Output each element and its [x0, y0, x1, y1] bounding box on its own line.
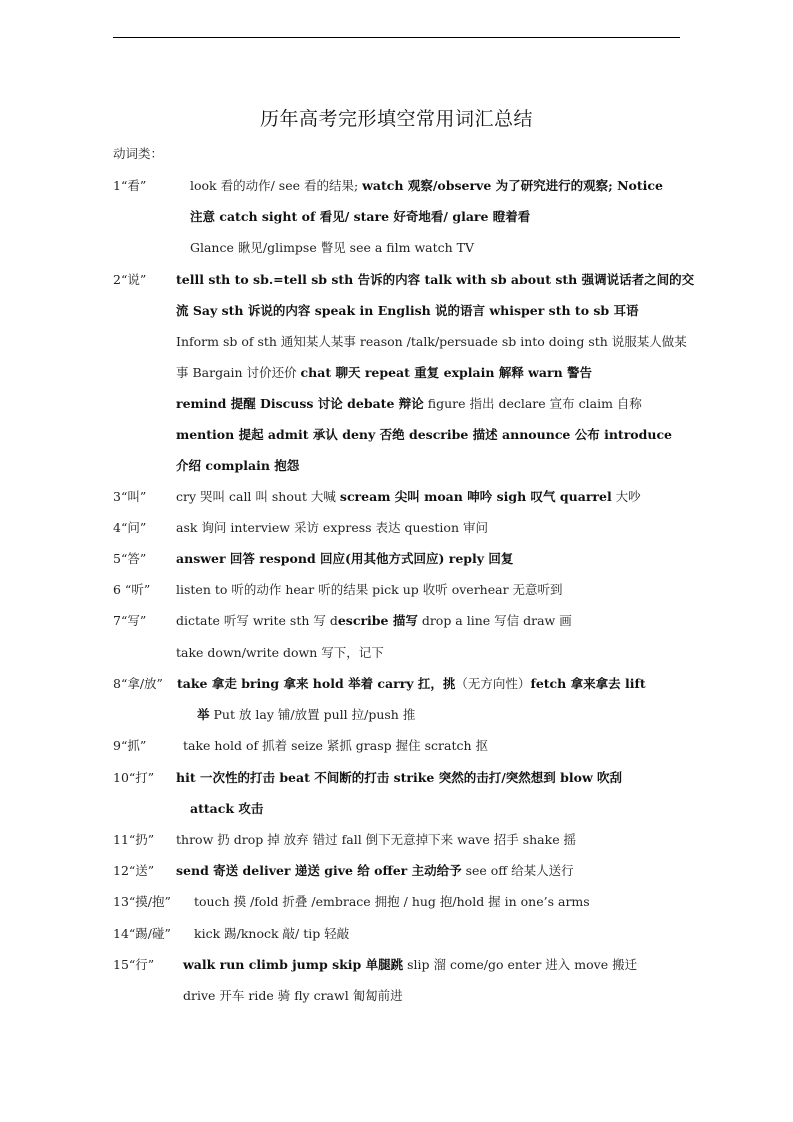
entry-number: 14“踢/碰” — [113, 926, 171, 941]
entry-text: send 寄送 deliver 递送 give 给 offer 主动给予 — [176, 863, 462, 878]
entry-line — [183, 736, 488, 756]
entry-line — [176, 487, 641, 507]
entry-text: Inform sb of sth 通知某人某事 reason /talk/persuade sb into doing sth 说服某人做某 — [176, 334, 687, 349]
entry-text: cry 哭叫 call 叫 shout 大喊 — [176, 489, 340, 504]
entry-line — [176, 301, 639, 321]
entry-line — [176, 861, 574, 881]
entry-line — [183, 986, 403, 1006]
entry-line — [194, 892, 590, 912]
entry-text: slip 溜 come/go enter 进入 move 搬迁 — [403, 957, 638, 972]
entry-text: 流 Say sth 诉说的内容 speak in English 说的语言 whisper sth to sb 耳语 — [176, 303, 639, 318]
entry-line — [190, 238, 474, 258]
entry-line — [194, 924, 349, 944]
entry-number: 11“扔” — [113, 832, 155, 847]
entry-line — [177, 674, 646, 694]
entry-text: 注意 catch sight of 看见/ stare 好奇地看/ glare 瞪着看 — [190, 209, 531, 224]
entry-text: 事 Bargain 讨价还价 — [176, 365, 301, 380]
entry-text: 大吵 — [611, 489, 641, 504]
entry-text: touch 摸 /fold 折叠 /embrace 拥抱 / hug 抱/hold 握 in one’s arms — [194, 894, 590, 909]
entry-text: 介绍 complain 抱怨 — [176, 458, 300, 473]
page-title: 历年高考完形填空常用词汇总结 — [259, 108, 533, 130]
entry-text: take 拿走 bring 拿来 hold 举着 carry 扛，挑 — [177, 676, 456, 691]
entry-line — [176, 425, 672, 445]
entry-text: walk run climb jump skip 单腿跳 — [183, 957, 404, 972]
entry-text: fetch 拿来拿去 lift — [530, 676, 646, 691]
entry-line — [176, 643, 384, 663]
entry-number: 13“摸/抱” — [113, 894, 171, 909]
entry-line — [176, 456, 299, 476]
entry-text: listen to 听的动作 hear 听的结果 pick up 收听 overhear 无意听到 — [176, 582, 563, 597]
entry-line — [176, 363, 592, 383]
entry-text: Put 放 lay 铺/放置 pull 拉/push 推 — [209, 707, 416, 722]
entry-text: drive 开车 ride 骑 fly crawl 匍匐前进 — [183, 988, 403, 1003]
entry-line — [176, 518, 488, 538]
entry-text: throw 扔 drop 掉 放弃 错过 fall 倒下无意掉下来 wave 招手 shake 摇 — [176, 832, 577, 847]
entry-text: kick 踢/knock 敲/ tip 轻敲 — [194, 926, 350, 941]
entry-line — [176, 332, 687, 352]
entry-text: remind 提醒 Discuss 讨论 debate 辩论 — [176, 396, 424, 411]
header-rule — [113, 37, 680, 38]
entry-text: drop a line 写信 draw 画 — [417, 613, 572, 628]
entry-line — [183, 955, 637, 975]
entry-text: 举 — [197, 707, 210, 722]
category-heading: 动词类： — [113, 146, 164, 161]
entry-text: （无方向性） — [455, 676, 531, 691]
entry-line — [190, 207, 530, 227]
entry-text: take hold of 抓着 seize 紧抓 grasp 握住 scratch 抠 — [183, 738, 488, 753]
entry-number: 9“抓” — [113, 738, 147, 753]
entry-text: dictate 听写 write sth 写 d — [176, 613, 338, 628]
entry-text: take down/write down 写下，记下 — [176, 645, 384, 660]
entry-line — [197, 705, 415, 725]
entry-text: telll sth to sb.=tell sb sth 告诉的内容 talk with sb about sth 强调说话者之间的交 — [176, 272, 695, 287]
entry-text: ask 询问 interview 采访 express 表达 question 审问 — [176, 520, 488, 535]
entry-line — [176, 768, 622, 788]
entry-number: 7“写” — [113, 613, 147, 628]
entry-text: figure 指出 declare 宣布 claim 自称 — [423, 396, 642, 411]
entry-text: see off 给某人送行 — [461, 863, 574, 878]
entry-text: look 看的动作/ see 看的结果; — [190, 178, 363, 193]
entry-text: escribe 描写 — [337, 613, 418, 628]
entry-line — [176, 611, 572, 631]
entry-line — [176, 270, 694, 290]
entry-text: hit 一次性的打击 beat 不间断的打击 strike 突然的击打/突然想到 blow 吹刮 — [176, 770, 623, 785]
entry-line — [176, 580, 563, 600]
entry-text: Glance 瞅见/glimpse 瞥见 see a film watch TV — [190, 240, 475, 255]
entry-line — [190, 176, 663, 196]
entry-text: answer 回答 respond 回应(用其他方式回应) reply 回复 — [176, 551, 514, 566]
entry-number: 4“问” — [113, 520, 147, 535]
entry-number: 2“说” — [113, 272, 147, 287]
entry-text: chat 聊天 repeat 重复 explain 解释 warn 警告 — [300, 365, 593, 380]
entry-number: 3“叫” — [113, 489, 147, 504]
entry-number: 12“送” — [113, 863, 155, 878]
entry-line — [190, 799, 263, 819]
entry-number: 6 “听” — [113, 582, 151, 597]
entry-line — [176, 830, 576, 850]
entry-number: 5“答” — [113, 551, 147, 566]
entry-line — [176, 549, 513, 569]
entry-text: watch 观察/observe 为了研究进行的观察; Notice — [362, 178, 663, 193]
entry-number: 8“拿/放” — [113, 676, 163, 691]
entry-text: attack 攻击 — [190, 801, 264, 816]
entry-number: 15“行” — [113, 957, 155, 972]
entry-line — [176, 394, 642, 414]
entry-text: scream 尖叫 moan 呻吟 sigh 叹气 quarrel — [339, 489, 612, 504]
entry-text: mention 提起 admit 承认 deny 否绝 describe 描述 announce 公布 introduce — [176, 427, 673, 442]
entry-number: 1“看” — [113, 178, 147, 193]
entry-number: 10“打” — [113, 770, 155, 785]
